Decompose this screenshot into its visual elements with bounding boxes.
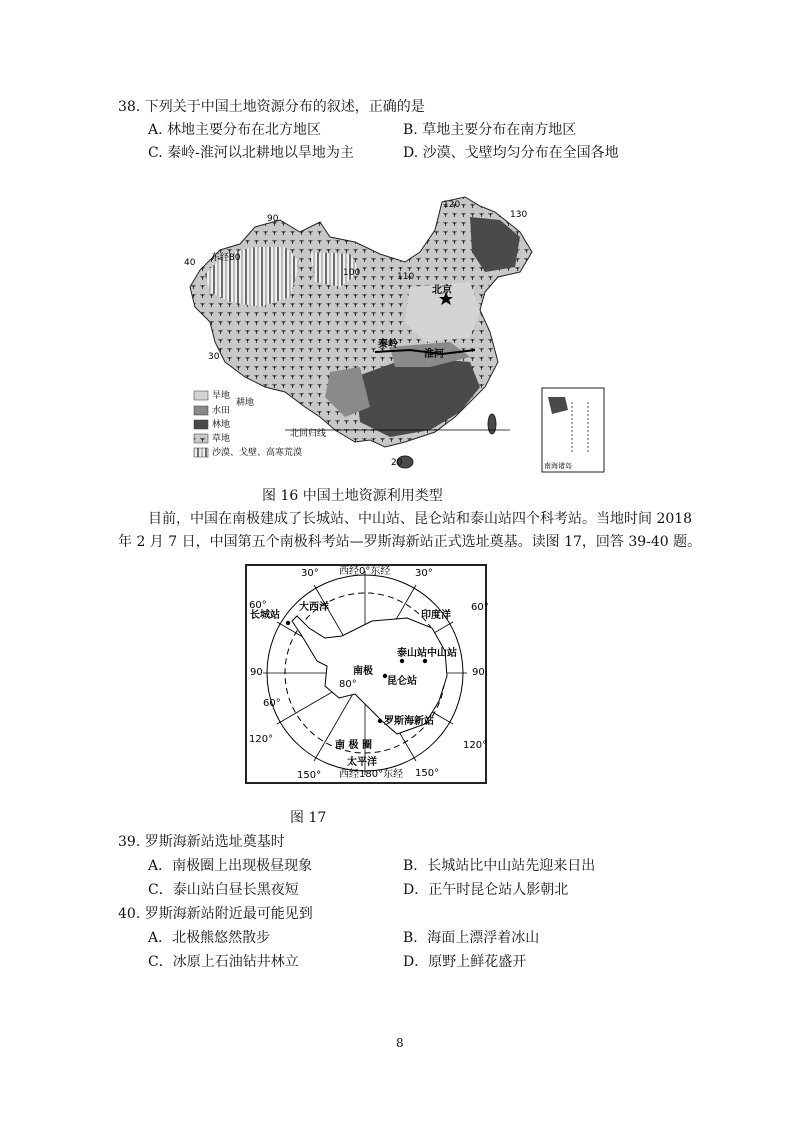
- lon-90e-label: 90: [472, 667, 485, 678]
- lon-120e-label: 120°: [463, 740, 488, 751]
- meridian-bottom-label: 西经180°东经: [339, 769, 404, 780]
- kunlun-label: 昆仑站: [387, 676, 417, 687]
- q38-option-d: D. 沙漠、戈壁均匀分布在全国各地: [403, 145, 619, 161]
- meridian-top-label: 西经0°东经: [339, 566, 391, 577]
- q38-option-c: C. 秦岭-淮河以北耕地以旱地为主: [148, 145, 354, 161]
- lon-120-label: 120: [443, 200, 461, 210]
- q39-option-a: A．南极圈上出现极昼现象: [148, 858, 313, 874]
- q38-option-a: A. 林地主要分布在北方地区: [148, 122, 322, 138]
- taishan-dot: [400, 659, 404, 663]
- lon-30e-label: 30°: [415, 568, 433, 579]
- page-number: 8: [396, 1036, 404, 1050]
- lon-120w-label: 120°: [249, 734, 274, 745]
- q38-option-b: B. 草地主要分布在南方地区: [403, 122, 577, 138]
- lat-40-label: 40: [184, 258, 196, 268]
- lon-60w-label: 60°: [249, 600, 267, 611]
- indian-ocean-label: 印度洋: [421, 610, 451, 621]
- changcheng-label: 长城站: [250, 610, 280, 621]
- lon-150w-label: 150°: [297, 770, 322, 781]
- lon-60e-label: 60°: [471, 602, 489, 613]
- china-land-use-map: [180, 192, 607, 476]
- rosssea-dot: [378, 719, 382, 723]
- lat-80-label: 80°: [339, 679, 357, 690]
- changcheng-dot: [286, 621, 290, 625]
- pacific-label: 太平洋: [347, 757, 377, 768]
- beijing-label: 北京: [432, 285, 452, 296]
- q38-stem: 38. 下列关于中国土地资源分布的叙述，正确的是: [118, 99, 425, 115]
- huaihe-label: 淮河: [424, 349, 444, 360]
- zhongshan-label: 中山站: [427, 648, 457, 659]
- q40-option-d: D．原野上鲜花盛开: [403, 954, 527, 970]
- lat-20-label: 20: [391, 458, 403, 468]
- antarctica-polar-map: [245, 564, 487, 784]
- lon-60b-label: 60°: [263, 698, 281, 709]
- q40-option-b: B．海面上漂浮着冰山: [403, 930, 540, 946]
- atlantic-label: 大西洋: [299, 602, 329, 613]
- south-pole-label: 南极: [353, 666, 373, 677]
- fig16-caption: 图 16 中国土地资源利用类型: [262, 488, 443, 504]
- lat-30-label: 30: [208, 352, 220, 362]
- antarctic-circle-label: 南 极 圈: [335, 740, 372, 751]
- legend-desert: 沙漠、戈壁、高寒荒漠: [212, 448, 303, 458]
- legend-grass: 草地: [212, 434, 231, 444]
- lon-80-label: 东经80: [211, 253, 241, 263]
- nanhai-label: 南海诸岛: [544, 462, 572, 470]
- lon-30w-label: 30°: [301, 568, 319, 579]
- rosssea-label: 罗斯海新站: [384, 716, 434, 727]
- legend-dry: 旱地: [212, 391, 231, 401]
- tropic-label: 北回归线: [290, 429, 327, 439]
- lon-110-label: 110: [397, 272, 415, 282]
- q39-option-b: B．长城站比中山站先迎来日出: [403, 858, 596, 874]
- lon-130-label: 130: [510, 210, 528, 220]
- q39-option-c: C．泰山站白昼长黑夜短: [148, 882, 299, 898]
- qinling-label: 秦岭: [378, 339, 398, 350]
- q40-option-c: C．冰原上石油钻井林立: [148, 954, 299, 970]
- taishan-label: 泰山站: [397, 648, 427, 659]
- q39-stem: 39. 罗斯海新站选址奠基时: [118, 834, 285, 850]
- lon-100-label: 100: [343, 268, 361, 278]
- lon-90w-label: 90: [250, 667, 263, 678]
- fig17-caption: 图 17: [290, 810, 327, 826]
- legend-paddy: 水田: [212, 406, 231, 416]
- china-map-graphic: [180, 192, 607, 476]
- lon-90-label: 90: [267, 214, 279, 224]
- q40-option-a: A．北极熊悠然散步: [148, 930, 271, 946]
- intro-line2: 年 2 月 7 日，中国第五个南极科考站—罗斯海新站正式选址奠基。读图 17，回答 39-40 题。: [118, 534, 702, 550]
- q40-stem: 40. 罗斯海新站附近最可能见到: [118, 906, 313, 922]
- legend-farmland: 耕地: [236, 398, 255, 408]
- intro-line1: 目前，中国在南极建成了长城站、中山站、昆仑站和泰山站四个科考站。当地时间 2018: [148, 511, 693, 527]
- q39-option-d: D．正午时昆仑站人影朝北: [403, 882, 569, 898]
- lon-150e-label: 150°: [415, 768, 440, 779]
- legend-forest: 林地: [212, 420, 231, 430]
- zhongshan-dot: [423, 659, 427, 663]
